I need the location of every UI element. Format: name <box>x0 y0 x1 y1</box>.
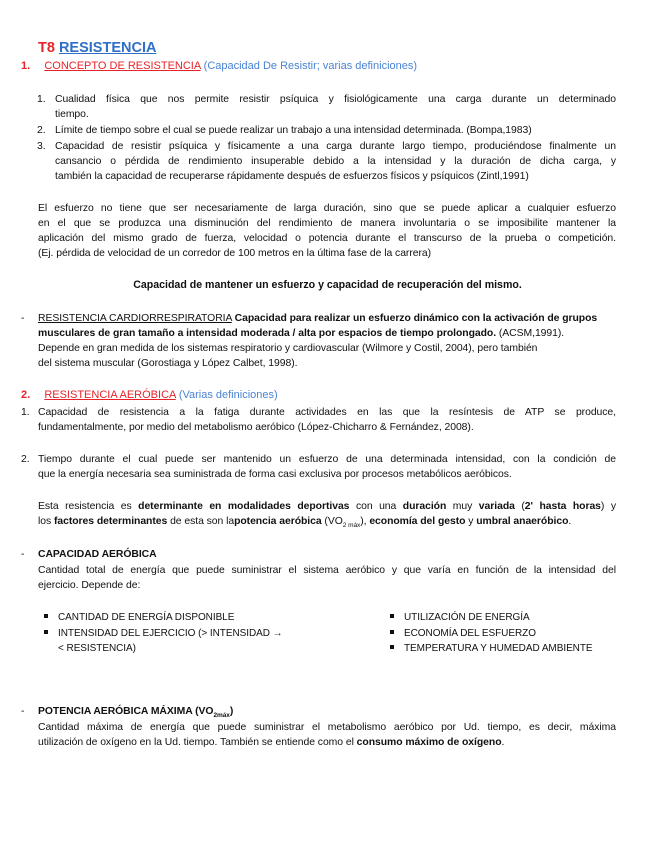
capacidad-left-item-2-text: INTENSIDAD DEL EJERCICIO (> INTENSIDAD → <box>58 628 283 639</box>
s2-item2-number: 2. <box>21 454 30 465</box>
s2-item2-line2: que la energía necesaria sea suministrada de forma casi exclusiva por procesos metabólicos aeróbicos. <box>38 469 512 480</box>
cardio-bullet: - <box>21 313 25 324</box>
square-bullet-icon <box>390 645 394 649</box>
s1-paragraph-line4: (Ej. pérdida de velocidad de un corredor de 100 metros en la última fase de la carrera) <box>38 248 432 259</box>
capacidad-left-item-2 <box>44 626 283 642</box>
capacidad-right-item-1-text: UTILIZACIÓN DE ENERGÍA <box>404 612 530 623</box>
cardio-line3: Depende en gran medida de los sistemas respiratorio y cardiovascular (Wilmore y Costil, 2004), pero también <box>38 343 538 354</box>
s1-item1-number: 1. <box>37 94 46 105</box>
capacidad-heading: CAPACIDAD AERÓBICA <box>38 549 157 560</box>
cardio-line2 <box>38 326 564 342</box>
s2-item1-line1: Capacidad de resistencia a la fatiga durante actividades en las que la resíntesis de ATP se produce, <box>38 407 616 418</box>
potencia-line1: Cantidad máxima de energía que puede suministrar el metabolismo aeróbico por Ud. tiempo, es decir, máxima <box>38 722 616 733</box>
det-bold-1: determinante en modalidades deportivas <box>138 501 350 512</box>
det-bold-10: umbral anaeróbico <box>476 516 569 527</box>
cardio-line2-rest: (ACSM,1991). <box>498 328 565 339</box>
capacidad-left-item-2-cont: < RESISTENCIA) <box>58 643 136 654</box>
potencia-line2 <box>38 735 504 751</box>
title-number: T8 <box>38 40 55 56</box>
det-text-9: ), <box>360 516 370 527</box>
cardio-line1-bold: Capacidad para realizar un esfuerzo dinámico con la activación de grupos <box>234 313 598 324</box>
cardio-label: RESISTENCIA CARDIORRESPIRATORIA <box>38 313 232 324</box>
det-text-7: de esta son la <box>167 516 235 527</box>
s1-item3-line2: cansancio o pérdida de rendimiento insuperable debido a la intensidad y la duración de dicha carga, y <box>55 156 616 167</box>
potencia-bullet: - <box>21 706 25 717</box>
section2-heading-text: RESISTENCIA AERÓBICA <box>44 389 176 401</box>
det-vo2-subscript: 2 máx <box>342 522 361 530</box>
det-bold-7: potencia aeróbica <box>234 516 322 527</box>
section1-number: 1. <box>21 60 31 72</box>
s1-paragraph-line2: en el que se produzca una disminución del rendimiento de manera involuntaria o se imposibilite mantener la <box>38 218 616 229</box>
title-text: RESISTENCIA <box>58 40 157 56</box>
capacidad-right-item-2 <box>390 626 536 642</box>
capacidad-right-item-2-text: ECONOMÍA DEL ESFUERZO <box>404 628 536 639</box>
s1-item1-line2: tiempo. <box>55 109 89 120</box>
capacidad-right-item-3 <box>390 641 593 657</box>
s1-item3-number: 3. <box>37 141 46 152</box>
section1-heading <box>21 60 417 72</box>
det-bold-6: factores determinantes <box>53 516 168 527</box>
potencia-line2-text: utilización de oxígeno en la Ud. tiempo. También se entiende como el <box>38 737 357 748</box>
cardio-line2-bold: musculares de gran tamaño a intensidad moderada / alta por espacios de tiempo prolongado. <box>38 328 497 339</box>
capacidad-line2: ejercicio. Depende de: <box>38 580 141 591</box>
section2-heading <box>21 389 278 401</box>
section2-number: 2. <box>21 389 31 401</box>
section1-heading-text: CONCEPTO DE RESISTENCIA <box>44 60 201 72</box>
s2-item1-line2: fundamentalmente, por medio del metabolismo aeróbico (López-Chicharro & Fernández, 2008). <box>38 422 474 433</box>
det-text-8: (VO <box>321 516 343 527</box>
s1-paragraph-line3: aplicación del mismo grado de fuerza, velocidad o potencia durante el transcurso de la prueba o competición. <box>38 233 616 244</box>
det-bold-3: variada <box>478 501 515 512</box>
square-bullet-icon <box>390 630 394 634</box>
det-text-1: Esta resistencia es <box>38 501 139 512</box>
det-text-3: muy <box>446 501 479 512</box>
cardio-line1 <box>38 311 597 327</box>
det-text-11: . <box>568 516 572 527</box>
cardio-line4: del sistema muscular (Gorostiaga y López Calbet, 1998). <box>38 358 298 369</box>
potencia-heading-text: POTENCIA AERÓBICA MÁXIMA (VO <box>38 706 214 717</box>
square-bullet-icon <box>390 614 394 618</box>
square-bullet-icon <box>44 630 48 634</box>
square-bullet-icon <box>44 614 48 618</box>
section2-subtitle: (Varias definiciones) <box>178 389 278 401</box>
potencia-heading-subscript: 2máx <box>213 712 230 720</box>
s1-item3-line1: Capacidad de resistir psíquica y físicamente a una carga durante largo tiempo, produciéndose finalmente un <box>55 141 616 152</box>
det-bold-2: duración <box>402 501 447 512</box>
s1-summary: Capacidad de mantener un esfuerzo y capacidad de recuperación del mismo. <box>133 279 522 291</box>
capacidad-right-item-1 <box>390 610 530 626</box>
s2-item1-number: 1. <box>21 407 30 418</box>
s1-item1-line1: Cualidad física que nos permite resistir psíquica y fisiológicamente una carga durante un determinado <box>55 94 616 105</box>
capacidad-right-item-3-text: TEMPERATURA Y HUMEDAD AMBIENTE <box>404 643 593 654</box>
section1-subtitle: (Capacidad De Resistir; varias definiciones) <box>203 60 418 72</box>
capacidad-bullet: - <box>21 549 25 560</box>
s2-det-line1 <box>38 499 616 515</box>
s1-item2-line1: Límite de tiempo sobre el cual se puede realizar un trabajo a una intensidad determinada. (Bompa,1983) <box>55 125 532 136</box>
s1-paragraph-line1: El esfuerzo no tiene que ser necesariamente de larga duración, sino que se puede aplicar a cualquier esfuerzo <box>38 203 616 214</box>
page-title <box>38 40 156 56</box>
det-bold-9: economía del gesto <box>369 516 466 527</box>
det-text-6: los <box>38 516 54 527</box>
capacidad-left-item-1-text: CANTIDAD DE ENERGÍA DISPONIBLE <box>58 612 235 623</box>
det-text-5: ) y <box>600 501 616 512</box>
potencia-line2-end: . <box>501 737 505 748</box>
det-bold-4: 2' hasta horas <box>524 501 601 512</box>
det-text-4: ( <box>514 501 525 512</box>
potencia-line2-bold: consumo máximo de oxígeno <box>356 737 502 748</box>
s1-item3-line3: también la capacidad de recuperarse rápidamente después de esfuerzos físicos y psíquicos (Zintl,1991) <box>55 171 529 182</box>
potencia-heading-end: ) <box>229 706 234 717</box>
det-text-10: y <box>465 516 477 527</box>
s2-item2-line1: Tiempo durante el cual puede ser mantenido un esfuerzo de una determinada intensidad, con la condición de <box>38 454 616 465</box>
s2-det-line2 <box>38 514 571 534</box>
capacidad-left-item-1 <box>44 610 234 626</box>
det-text-2: con una <box>349 501 403 512</box>
s1-item2-number: 2. <box>37 125 46 136</box>
capacidad-line1: Cantidad total de energía que puede suministrar el sistema aeróbico y que varía en función de la intensidad del <box>38 565 616 576</box>
